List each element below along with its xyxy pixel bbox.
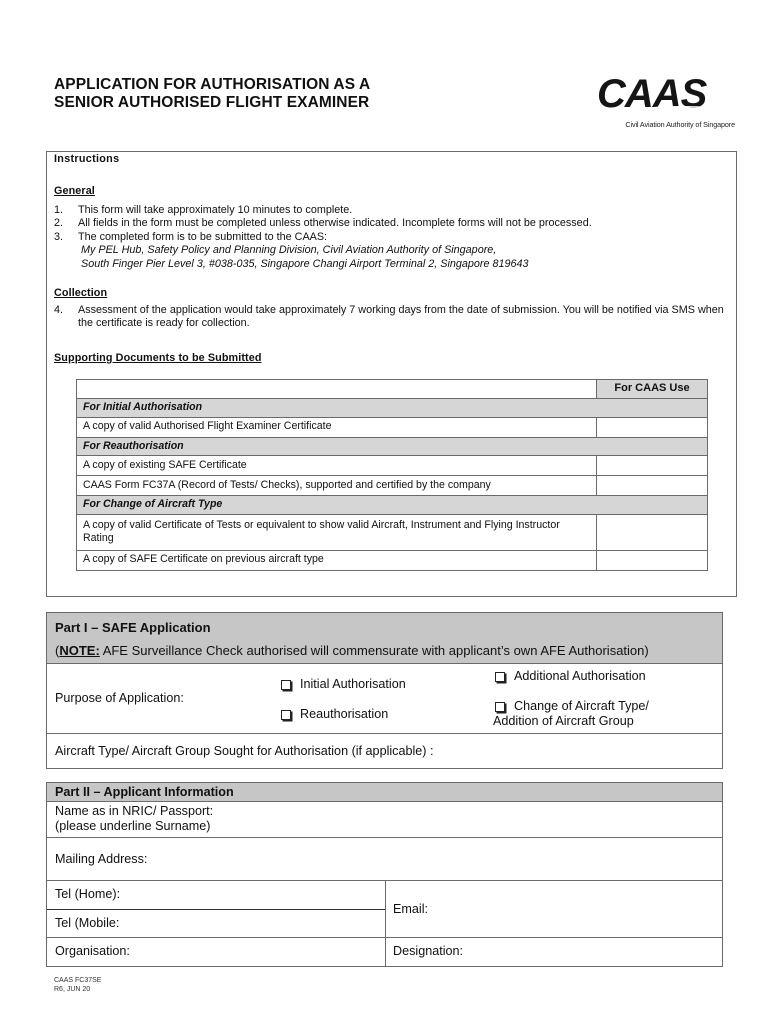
column-divider: [385, 938, 386, 967]
mailing-address-field[interactable]: [47, 838, 722, 881]
option-label: Additional Authorisation: [514, 669, 646, 683]
table-row: [77, 456, 708, 476]
document-title: [54, 76, 474, 112]
table-header-blank: [77, 380, 597, 399]
doc-item: A copy of existing SAFE Certificate: [77, 456, 597, 476]
column-divider: [385, 881, 386, 937]
contact-block: [47, 881, 722, 938]
caas-use-cell[interactable]: [597, 476, 708, 496]
note-paren: (: [55, 643, 60, 658]
address-line-2: South Finger Pier Level 3, #038-035, Singapore Changi Airport Terminal 2, Singapore 819643: [81, 257, 529, 270]
item-text: The completed form is to be submitted to the CAAS:: [78, 230, 328, 243]
option-label: Initial Authorisation: [300, 677, 406, 691]
form-code: CAAS FC37SE: [54, 977, 102, 984]
doc-item: A copy of valid Authorised Flight Examiner Certificate: [77, 417, 597, 437]
general-heading: General: [54, 185, 95, 197]
designation-field[interactable]: [393, 944, 713, 964]
name-label-line-1: Name as in NRIC/ Passport:: [55, 804, 214, 818]
table-group-row: [77, 496, 708, 515]
tel-divider: [47, 909, 385, 910]
caas-logo-subtitle: Civil Aviation Authority of Singapore: [625, 120, 735, 129]
item-text: All fields in the form must be completed unless otherwise indicated. Incomplete forms will not be processed.: [78, 217, 592, 230]
checkbox-icon[interactable]: [281, 680, 291, 690]
purpose-row: [47, 664, 722, 734]
aircraft-type-field[interactable]: [47, 734, 722, 768]
name-label-line-2: (please underline Surname): [55, 819, 211, 833]
option-label: Reauthorisation: [300, 707, 389, 721]
part1-header: [47, 613, 722, 664]
submission-address: [54, 244, 734, 257]
doc-item: A copy of valid Certificate of Tests or equivalent to show valid Aircraft, Instrument and Flying Instructor Rating: [77, 514, 597, 550]
caas-logo: [595, 74, 740, 132]
part1-section: [46, 612, 723, 769]
group-label-initial: For Initial Authorisation: [77, 399, 708, 418]
list-item: [54, 204, 734, 217]
tel-home-label: Tel (Home):: [55, 887, 121, 901]
footer: [54, 977, 101, 994]
table-row: [77, 514, 708, 550]
checkbox-icon[interactable]: [495, 672, 505, 682]
name-label: [55, 804, 213, 834]
checkbox-icon[interactable]: [281, 710, 291, 720]
title-line-1: APPLICATION FOR AUTHORISATION AS A: [54, 76, 371, 93]
organisation-label: Organisation:: [55, 944, 130, 958]
item-number: 1.: [54, 204, 64, 216]
option-additional-authorisation[interactable]: [493, 669, 646, 684]
doc-item: A copy of SAFE Certificate on previous aircraft type: [77, 550, 597, 570]
table-row: [77, 417, 708, 437]
option-change-aircraft-type[interactable]: [493, 699, 649, 729]
table-group-row: [77, 437, 708, 456]
designation-label: Designation:: [393, 944, 464, 958]
checkbox-icon[interactable]: [495, 702, 505, 712]
supporting-docs-table: [76, 379, 708, 571]
collection-heading: Collection: [54, 287, 108, 299]
list-item: [54, 304, 734, 331]
doc-item: CAAS Form FC37A (Record of Tests/ Checks), supported and certified by the company: [77, 476, 597, 496]
table-row: [77, 476, 708, 496]
group-label-change-aircraft: For Change of Aircraft Type: [77, 496, 708, 515]
option-label-line-1: Change of Aircraft Type/: [514, 699, 649, 713]
item-text: Assessment of the application would take approximately 7 working days from the date of submission. You will be notified via SMS when the certificate is ready for collection.: [78, 304, 724, 330]
option-label-line-2: Addition of Aircraft Group: [493, 714, 634, 728]
item-number: 4.: [54, 304, 64, 316]
table-header-row: [77, 380, 708, 399]
caas-use-header: For CAAS Use: [597, 380, 708, 399]
submission-address-2: [54, 258, 734, 271]
email-label: Email:: [393, 902, 428, 916]
logo-swoosh-icon: [623, 104, 713, 112]
item-number: 2.: [54, 217, 64, 230]
general-list: [54, 204, 734, 271]
option-initial-authorisation[interactable]: [279, 677, 406, 692]
group-label-reauthorisation: For Reauthorisation: [77, 437, 708, 456]
purpose-label: Purpose of Application:: [55, 691, 184, 705]
organisation-row: [47, 938, 722, 967]
part1-note: [55, 643, 649, 658]
tel-mobile-field[interactable]: [55, 916, 375, 936]
title-line-2: SENIOR AUTHORISED FLIGHT EXAMINER: [54, 94, 370, 111]
form-revision: R6, JUN 20: [54, 985, 91, 993]
supporting-docs-heading: Supporting Documents to be Submitted: [54, 352, 262, 364]
instructions-heading: Instructions: [54, 153, 120, 165]
part1-title: Part I – SAFE Application: [55, 620, 211, 635]
caas-use-cell[interactable]: [597, 550, 708, 570]
caas-use-cell[interactable]: [597, 417, 708, 437]
item-number: 3.: [54, 230, 64, 243]
aircraft-type-label: Aircraft Type/ Aircraft Group Sought for Authorisation (if applicable) :: [55, 744, 434, 758]
tel-mobile-label: Tel (Mobile:: [55, 916, 120, 930]
part2-title: Part II – Applicant Information: [55, 785, 234, 799]
list-item: [54, 217, 734, 230]
name-field[interactable]: [47, 802, 722, 838]
part2-section: [46, 782, 723, 967]
collection-list: [54, 304, 734, 331]
address-line-1: My PEL Hub, Safety Policy and Planning Division, Civil Aviation Authority of Singapore,: [81, 244, 497, 257]
part2-header: [47, 783, 722, 802]
tel-home-field[interactable]: [55, 887, 375, 907]
table-row: [77, 550, 708, 570]
note-text: AFE Surveillance Check authorised will commensurate with applicant’s own AFE Authorisation): [99, 643, 649, 658]
email-field[interactable]: [393, 902, 713, 922]
item-text: This form will take approximately 10 minutes to complete.: [78, 204, 353, 216]
caas-use-cell[interactable]: [597, 514, 708, 550]
caas-use-cell[interactable]: [597, 456, 708, 476]
organisation-field[interactable]: [55, 944, 375, 964]
mailing-address-label: Mailing Address:: [55, 852, 148, 866]
caas-logo-text: CAAS: [597, 72, 707, 116]
option-reauthorisation[interactable]: [279, 707, 388, 722]
list-item: [54, 231, 734, 244]
note-label: NOTE:: [59, 643, 100, 658]
table-group-row: [77, 399, 708, 418]
